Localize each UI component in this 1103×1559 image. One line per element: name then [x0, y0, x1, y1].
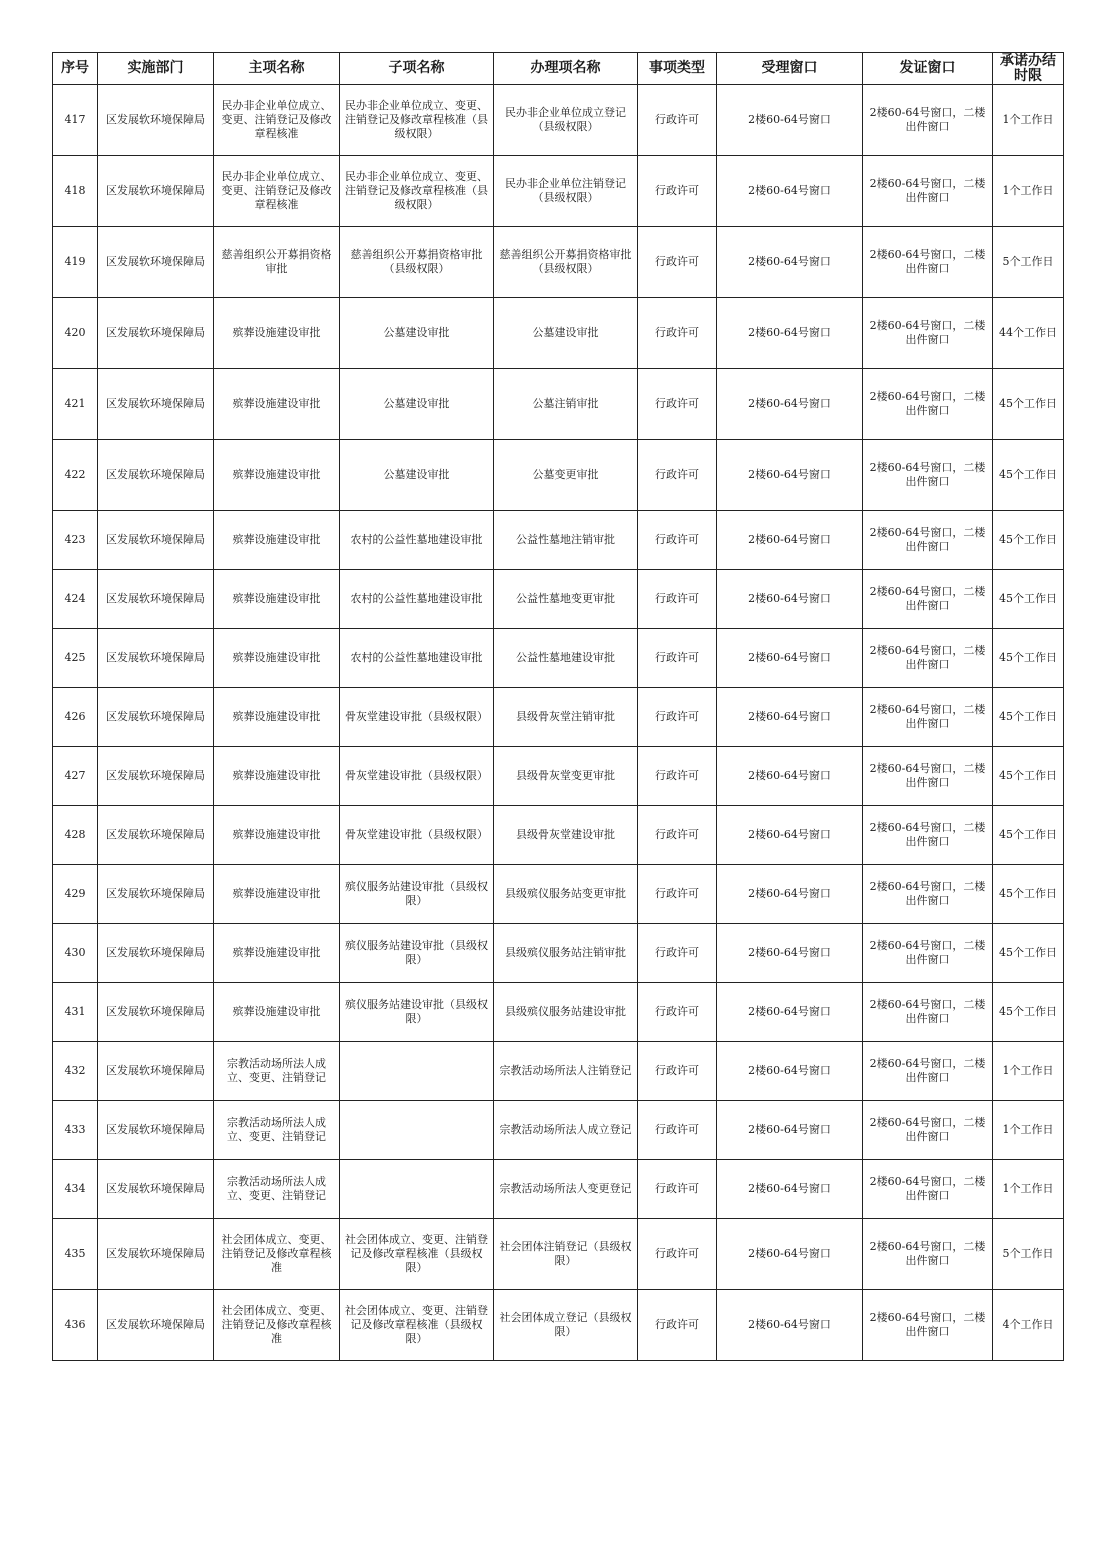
cell-dept: 区发展软环境保障局	[98, 1101, 214, 1160]
cell-accept: 2楼60-64号窗口	[717, 1290, 863, 1361]
cell-sub: 社会团体成立、变更、注销登记及修改章程核准（县级权限）	[340, 1290, 494, 1361]
cell-main: 社会团体成立、变更、注销登记及修改章程核准	[214, 1290, 340, 1361]
cell-issue: 2楼60-64号窗口，二楼出件窗口	[863, 924, 993, 983]
cell-accept: 2楼60-64号窗口	[717, 629, 863, 688]
cell-dept: 区发展软环境保障局	[98, 298, 214, 369]
cell-type: 行政许可	[638, 298, 717, 369]
cell-item: 民办非企业单位成立登记（县级权限）	[494, 85, 638, 156]
cell-accept: 2楼60-64号窗口	[717, 298, 863, 369]
cell-item: 公益性墓地注销审批	[494, 511, 638, 570]
table-row	[53, 865, 1064, 924]
cell-type: 行政许可	[638, 747, 717, 806]
cell-limit: 45个工作日	[993, 570, 1064, 629]
table-row	[53, 369, 1064, 440]
cell-item: 县级骨灰堂变更审批	[494, 747, 638, 806]
cell-accept: 2楼60-64号窗口	[717, 1219, 863, 1290]
cell-no: 424	[53, 570, 98, 629]
cell-limit: 45个工作日	[993, 747, 1064, 806]
cell-issue: 2楼60-64号窗口，二楼出件窗口	[863, 298, 993, 369]
table-header-row	[53, 53, 1064, 85]
cell-dept: 区发展软环境保障局	[98, 747, 214, 806]
cell-item: 宗教活动场所法人变更登记	[494, 1160, 638, 1219]
cell-limit: 45个工作日	[993, 629, 1064, 688]
cell-dept: 区发展软环境保障局	[98, 369, 214, 440]
cell-item: 公益性墓地建设审批	[494, 629, 638, 688]
table-row	[53, 1160, 1064, 1219]
cell-sub: 骨灰堂建设审批（县级权限）	[340, 747, 494, 806]
cell-accept: 2楼60-64号窗口	[717, 369, 863, 440]
cell-type: 行政许可	[638, 1160, 717, 1219]
cell-main: 殡葬设施建设审批	[214, 511, 340, 570]
cell-issue: 2楼60-64号窗口，二楼出件窗口	[863, 865, 993, 924]
cell-no: 435	[53, 1219, 98, 1290]
header-issue: 发证窗口	[863, 53, 993, 85]
cell-issue: 2楼60-64号窗口，二楼出件窗口	[863, 369, 993, 440]
cell-accept: 2楼60-64号窗口	[717, 1101, 863, 1160]
table-row	[53, 924, 1064, 983]
cell-dept: 区发展软环境保障局	[98, 85, 214, 156]
cell-item: 慈善组织公开募捐资格审批（县级权限）	[494, 227, 638, 298]
cell-accept: 2楼60-64号窗口	[717, 570, 863, 629]
header-type: 事项类型	[638, 53, 717, 85]
cell-type: 行政许可	[638, 511, 717, 570]
cell-no: 434	[53, 1160, 98, 1219]
cell-main: 殡葬设施建设审批	[214, 924, 340, 983]
cell-issue: 2楼60-64号窗口，二楼出件窗口	[863, 85, 993, 156]
cell-main: 民办非企业单位成立、变更、注销登记及修改章程核准	[214, 156, 340, 227]
cell-limit: 45个工作日	[993, 440, 1064, 511]
cell-no: 422	[53, 440, 98, 511]
cell-dept: 区发展软环境保障局	[98, 1160, 214, 1219]
cell-dept: 区发展软环境保障局	[98, 1219, 214, 1290]
cell-accept: 2楼60-64号窗口	[717, 865, 863, 924]
cell-type: 行政许可	[638, 156, 717, 227]
cell-main: 殡葬设施建设审批	[214, 629, 340, 688]
cell-main: 殡葬设施建设审批	[214, 747, 340, 806]
cell-no: 429	[53, 865, 98, 924]
cell-item: 民办非企业单位注销登记（县级权限）	[494, 156, 638, 227]
cell-limit: 45个工作日	[993, 924, 1064, 983]
cell-type: 行政许可	[638, 865, 717, 924]
cell-item: 县级骨灰堂建设审批	[494, 806, 638, 865]
cell-item: 社会团体成立登记（县级权限）	[494, 1290, 638, 1361]
table-row	[53, 629, 1064, 688]
cell-dept: 区发展软环境保障局	[98, 1042, 214, 1101]
table-row	[53, 570, 1064, 629]
cell-accept: 2楼60-64号窗口	[717, 440, 863, 511]
cell-type: 行政许可	[638, 1042, 717, 1101]
cell-dept: 区发展软环境保障局	[98, 865, 214, 924]
cell-type: 行政许可	[638, 1219, 717, 1290]
cell-item: 公益性墓地变更审批	[494, 570, 638, 629]
cell-sub: 公墓建设审批	[340, 298, 494, 369]
cell-dept: 区发展软环境保障局	[98, 1290, 214, 1361]
cell-issue: 2楼60-64号窗口，二楼出件窗口	[863, 688, 993, 747]
cell-issue: 2楼60-64号窗口，二楼出件窗口	[863, 983, 993, 1042]
table-row	[53, 511, 1064, 570]
table-row	[53, 688, 1064, 747]
cell-no: 418	[53, 156, 98, 227]
cell-item: 公墓变更审批	[494, 440, 638, 511]
cell-issue: 2楼60-64号窗口，二楼出件窗口	[863, 1290, 993, 1361]
cell-accept: 2楼60-64号窗口	[717, 511, 863, 570]
cell-no: 436	[53, 1290, 98, 1361]
cell-issue: 2楼60-64号窗口，二楼出件窗口	[863, 747, 993, 806]
cell-dept: 区发展软环境保障局	[98, 983, 214, 1042]
cell-limit: 45个工作日	[993, 511, 1064, 570]
table-row	[53, 1219, 1064, 1290]
cell-limit: 1个工作日	[993, 1042, 1064, 1101]
cell-issue: 2楼60-64号窗口，二楼出件窗口	[863, 570, 993, 629]
cell-sub: 骨灰堂建设审批（县级权限）	[340, 806, 494, 865]
cell-dept: 区发展软环境保障局	[98, 924, 214, 983]
cell-sub: 社会团体成立、变更、注销登记及修改章程核准（县级权限）	[340, 1219, 494, 1290]
table-row	[53, 806, 1064, 865]
table-row	[53, 983, 1064, 1042]
cell-type: 行政许可	[638, 629, 717, 688]
header-item: 办理项名称	[494, 53, 638, 85]
cell-item: 县级殡仪服务站变更审批	[494, 865, 638, 924]
cell-limit: 45个工作日	[993, 806, 1064, 865]
cell-item: 宗教活动场所法人注销登记	[494, 1042, 638, 1101]
cell-main: 殡葬设施建设审批	[214, 806, 340, 865]
cell-no: 421	[53, 369, 98, 440]
cell-issue: 2楼60-64号窗口，二楼出件窗口	[863, 511, 993, 570]
table-row	[53, 298, 1064, 369]
cell-no: 426	[53, 688, 98, 747]
cell-limit: 5个工作日	[993, 227, 1064, 298]
cell-main: 民办非企业单位成立、变更、注销登记及修改章程核准	[214, 85, 340, 156]
cell-type: 行政许可	[638, 85, 717, 156]
cell-type: 行政许可	[638, 806, 717, 865]
cell-limit: 1个工作日	[993, 1101, 1064, 1160]
cell-sub: 农村的公益性墓地建设审批	[340, 511, 494, 570]
table-row	[53, 227, 1064, 298]
cell-sub: 农村的公益性墓地建设审批	[340, 629, 494, 688]
cell-sub: 慈善组织公开募捐资格审批（县级权限）	[340, 227, 494, 298]
cell-main: 殡葬设施建设审批	[214, 865, 340, 924]
cell-accept: 2楼60-64号窗口	[717, 924, 863, 983]
cell-sub: 农村的公益性墓地建设审批	[340, 570, 494, 629]
cell-item: 公墓注销审批	[494, 369, 638, 440]
cell-main: 社会团体成立、变更、注销登记及修改章程核准	[214, 1219, 340, 1290]
cell-accept: 2楼60-64号窗口	[717, 85, 863, 156]
cell-accept: 2楼60-64号窗口	[717, 806, 863, 865]
cell-type: 行政许可	[638, 570, 717, 629]
approval-items-table	[52, 52, 1064, 1361]
cell-accept: 2楼60-64号窗口	[717, 688, 863, 747]
cell-type: 行政许可	[638, 1290, 717, 1361]
cell-type: 行政许可	[638, 440, 717, 511]
header-dept: 实施部门	[98, 53, 214, 85]
cell-no: 417	[53, 85, 98, 156]
cell-main: 殡葬设施建设审批	[214, 570, 340, 629]
cell-limit: 45个工作日	[993, 983, 1064, 1042]
cell-no: 427	[53, 747, 98, 806]
cell-type: 行政许可	[638, 688, 717, 747]
cell-issue: 2楼60-64号窗口，二楼出件窗口	[863, 156, 993, 227]
cell-main: 宗教活动场所法人成立、变更、注销登记	[214, 1042, 340, 1101]
cell-no: 432	[53, 1042, 98, 1101]
cell-item: 县级殡仪服务站建设审批	[494, 983, 638, 1042]
cell-dept: 区发展软环境保障局	[98, 511, 214, 570]
cell-main: 宗教活动场所法人成立、变更、注销登记	[214, 1101, 340, 1160]
cell-type: 行政许可	[638, 924, 717, 983]
cell-main: 殡葬设施建设审批	[214, 983, 340, 1042]
cell-accept: 2楼60-64号窗口	[717, 1042, 863, 1101]
table-row	[53, 1290, 1064, 1361]
cell-main: 殡葬设施建设审批	[214, 298, 340, 369]
cell-sub: 民办非企业单位成立、变更、注销登记及修改章程核准（县级权限）	[340, 85, 494, 156]
cell-sub: 民办非企业单位成立、变更、注销登记及修改章程核准（县级权限）	[340, 156, 494, 227]
cell-dept: 区发展软环境保障局	[98, 156, 214, 227]
cell-no: 420	[53, 298, 98, 369]
cell-accept: 2楼60-64号窗口	[717, 1160, 863, 1219]
cell-limit: 5个工作日	[993, 1219, 1064, 1290]
cell-type: 行政许可	[638, 1101, 717, 1160]
cell-sub: 骨灰堂建设审批（县级权限）	[340, 688, 494, 747]
header-sub: 子项名称	[340, 53, 494, 85]
table-row	[53, 85, 1064, 156]
cell-dept: 区发展软环境保障局	[98, 570, 214, 629]
header-no: 序号	[53, 53, 98, 85]
cell-sub: 殡仪服务站建设审批（县级权限）	[340, 865, 494, 924]
cell-limit: 1个工作日	[993, 156, 1064, 227]
cell-issue: 2楼60-64号窗口，二楼出件窗口	[863, 1219, 993, 1290]
cell-sub	[340, 1160, 494, 1219]
table-row	[53, 1101, 1064, 1160]
cell-main: 殡葬设施建设审批	[214, 440, 340, 511]
cell-dept: 区发展软环境保障局	[98, 227, 214, 298]
cell-main: 慈善组织公开募捐资格审批	[214, 227, 340, 298]
cell-sub: 公墓建设审批	[340, 440, 494, 511]
header-limit: 承诺办结时限	[993, 53, 1064, 85]
cell-no: 433	[53, 1101, 98, 1160]
cell-issue: 2楼60-64号窗口，二楼出件窗口	[863, 440, 993, 511]
cell-no: 425	[53, 629, 98, 688]
cell-type: 行政许可	[638, 983, 717, 1042]
cell-main: 殡葬设施建设审批	[214, 369, 340, 440]
table-body	[53, 85, 1064, 1361]
cell-sub	[340, 1101, 494, 1160]
cell-limit: 44个工作日	[993, 298, 1064, 369]
table-row	[53, 1042, 1064, 1101]
cell-limit: 45个工作日	[993, 688, 1064, 747]
cell-limit: 1个工作日	[993, 85, 1064, 156]
cell-no: 431	[53, 983, 98, 1042]
cell-item: 县级殡仪服务站注销审批	[494, 924, 638, 983]
cell-issue: 2楼60-64号窗口，二楼出件窗口	[863, 227, 993, 298]
cell-limit: 1个工作日	[993, 1160, 1064, 1219]
cell-sub: 殡仪服务站建设审批（县级权限）	[340, 924, 494, 983]
cell-accept: 2楼60-64号窗口	[717, 156, 863, 227]
cell-limit: 45个工作日	[993, 865, 1064, 924]
cell-dept: 区发展软环境保障局	[98, 688, 214, 747]
cell-item: 宗教活动场所法人成立登记	[494, 1101, 638, 1160]
header-main: 主项名称	[214, 53, 340, 85]
cell-no: 430	[53, 924, 98, 983]
cell-issue: 2楼60-64号窗口，二楼出件窗口	[863, 1101, 993, 1160]
cell-dept: 区发展软环境保障局	[98, 440, 214, 511]
cell-dept: 区发展软环境保障局	[98, 806, 214, 865]
cell-main: 殡葬设施建设审批	[214, 688, 340, 747]
cell-sub: 殡仪服务站建设审批（县级权限）	[340, 983, 494, 1042]
table-row	[53, 440, 1064, 511]
cell-limit: 45个工作日	[993, 369, 1064, 440]
cell-type: 行政许可	[638, 369, 717, 440]
cell-accept: 2楼60-64号窗口	[717, 983, 863, 1042]
cell-type: 行政许可	[638, 227, 717, 298]
table-row	[53, 156, 1064, 227]
cell-issue: 2楼60-64号窗口，二楼出件窗口	[863, 1160, 993, 1219]
cell-dept: 区发展软环境保障局	[98, 629, 214, 688]
document-page	[52, 52, 1063, 1361]
cell-item: 社会团体注销登记（县级权限）	[494, 1219, 638, 1290]
cell-no: 423	[53, 511, 98, 570]
cell-issue: 2楼60-64号窗口，二楼出件窗口	[863, 629, 993, 688]
cell-main: 宗教活动场所法人成立、变更、注销登记	[214, 1160, 340, 1219]
cell-no: 419	[53, 227, 98, 298]
cell-issue: 2楼60-64号窗口，二楼出件窗口	[863, 806, 993, 865]
cell-accept: 2楼60-64号窗口	[717, 747, 863, 806]
cell-item: 县级骨灰堂注销审批	[494, 688, 638, 747]
cell-issue: 2楼60-64号窗口，二楼出件窗口	[863, 1042, 993, 1101]
table-row	[53, 747, 1064, 806]
cell-no: 428	[53, 806, 98, 865]
cell-sub	[340, 1042, 494, 1101]
cell-item: 公墓建设审批	[494, 298, 638, 369]
cell-accept: 2楼60-64号窗口	[717, 227, 863, 298]
cell-limit: 4个工作日	[993, 1290, 1064, 1361]
cell-sub: 公墓建设审批	[340, 369, 494, 440]
header-accept: 受理窗口	[717, 53, 863, 85]
